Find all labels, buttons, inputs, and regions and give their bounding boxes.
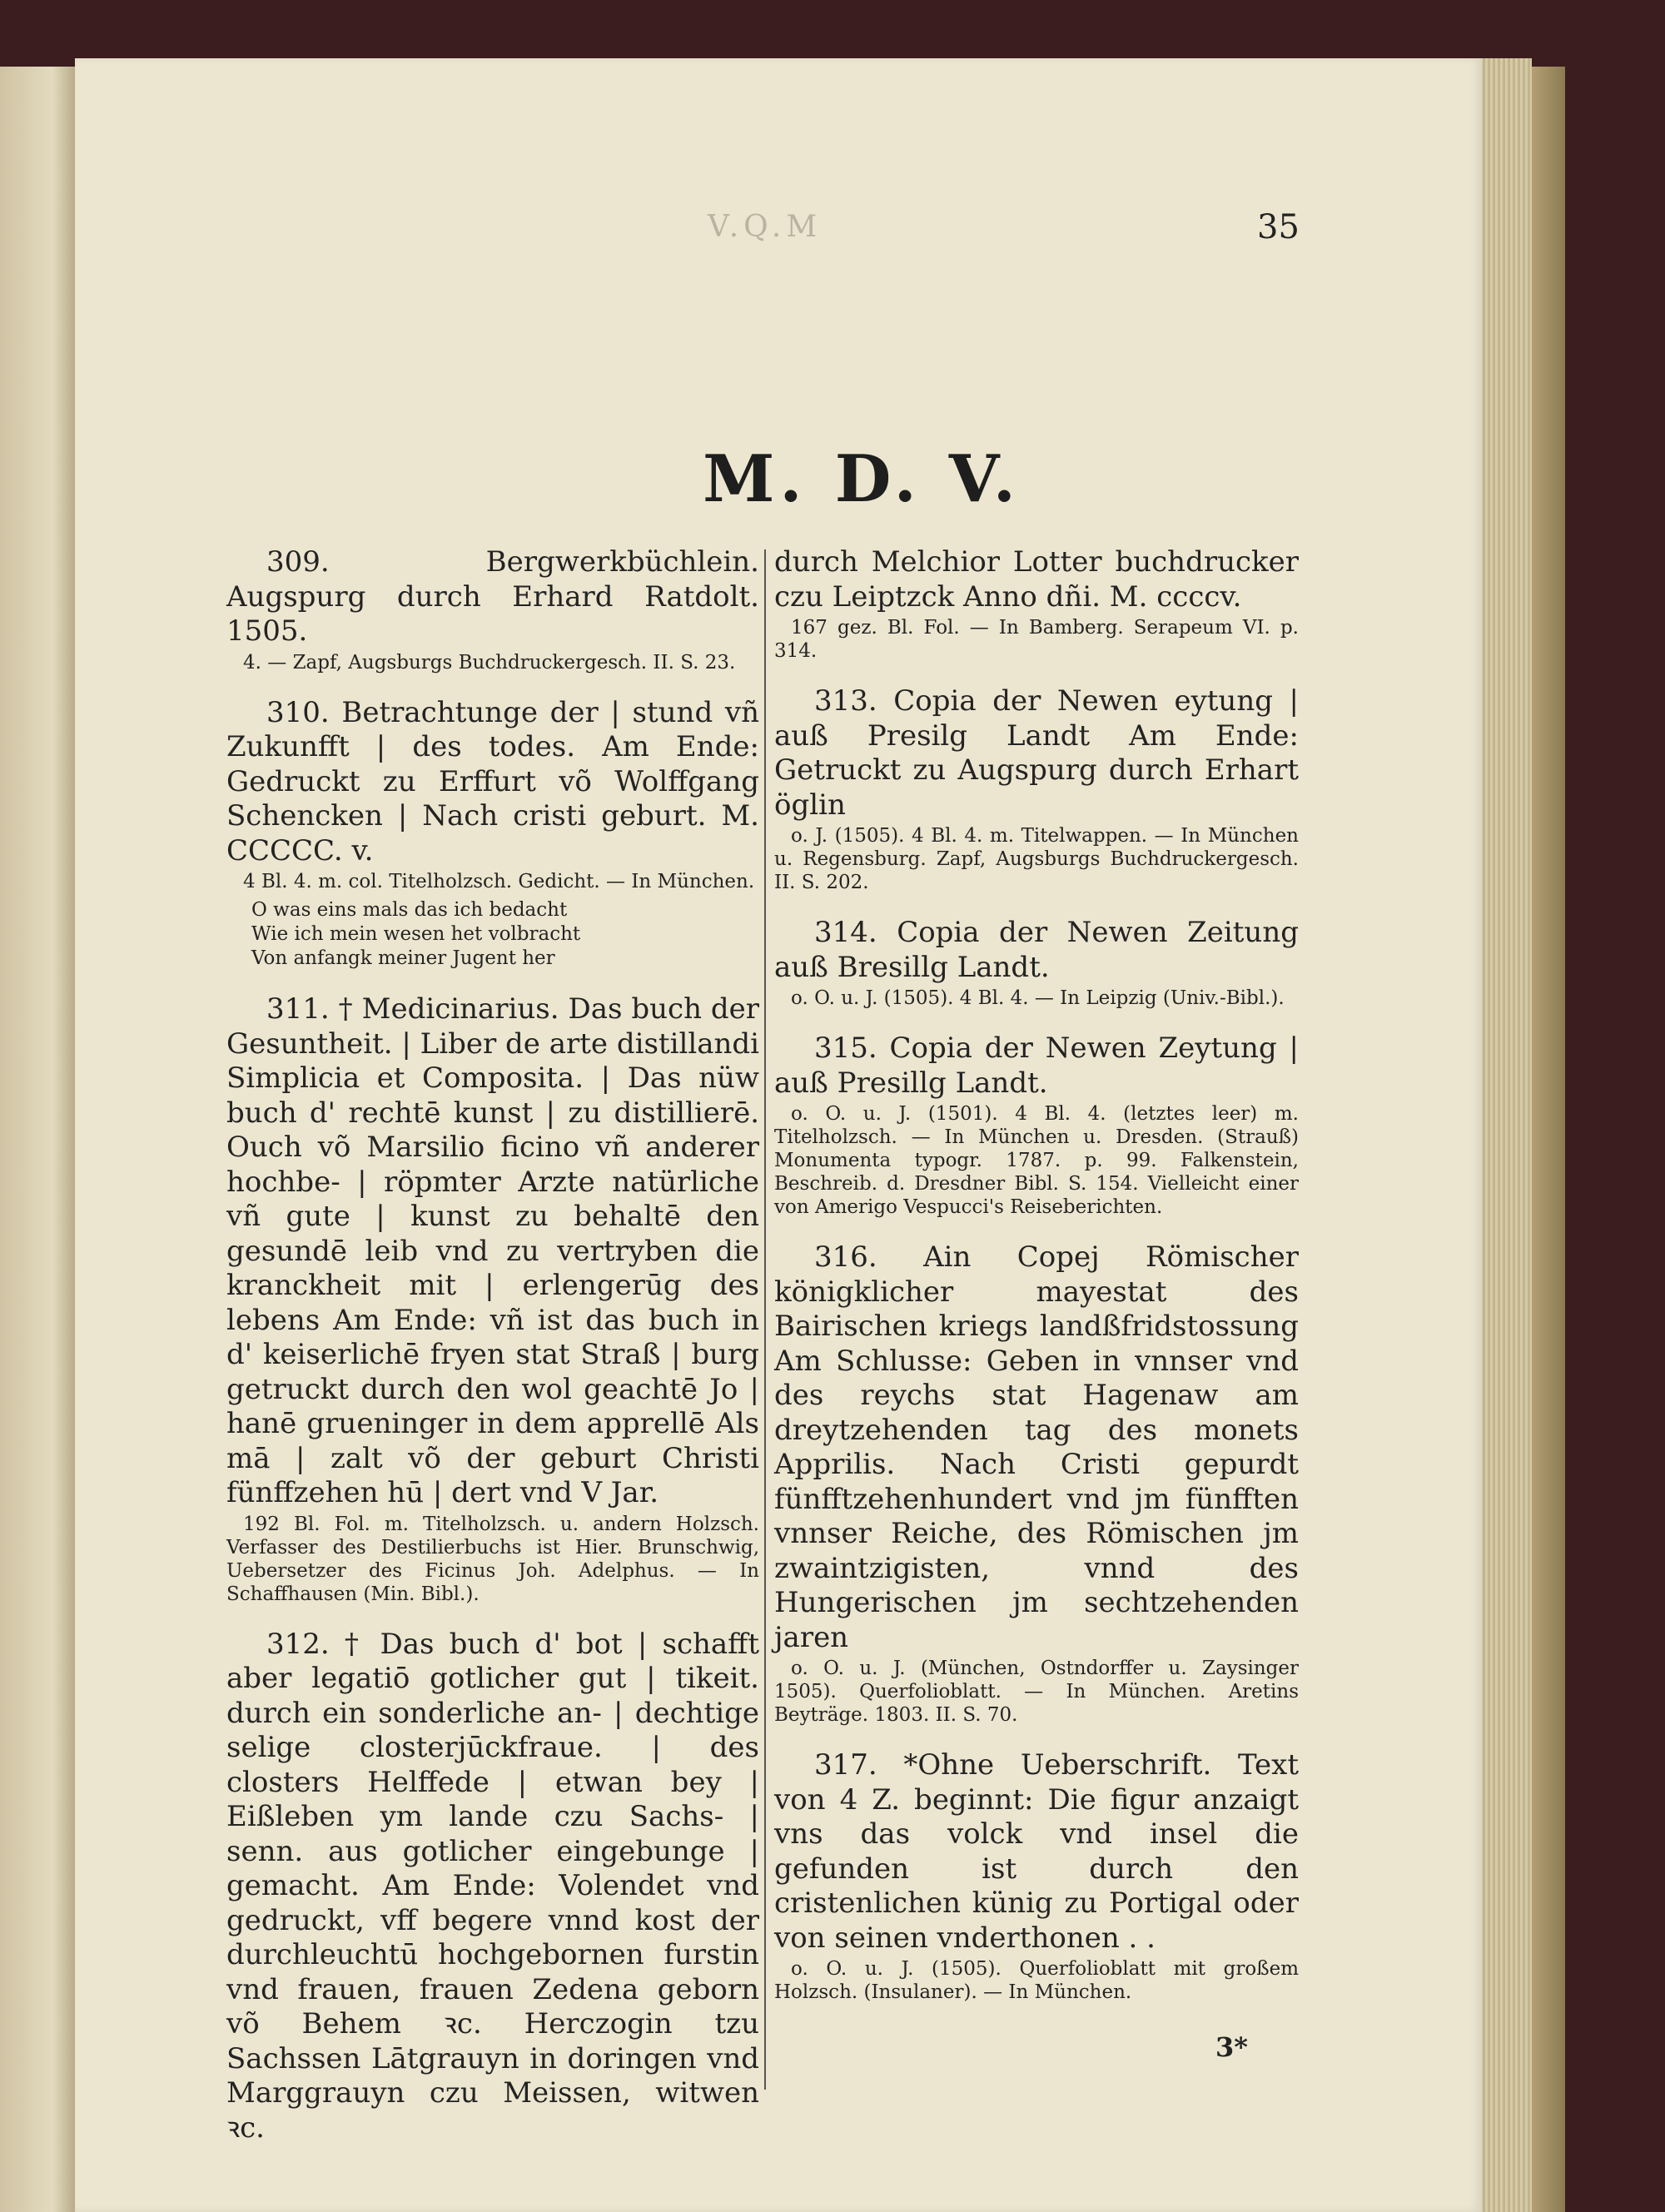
catalog-entry-312	[226, 1628, 759, 2146]
catalog-entry-317	[774, 1748, 1299, 2004]
entry-note: o. O. u. J. (München, Ostndorffer u. Zaysinger 1505). Querfolioblatt. — In München. Aretins Beyträge. 1803. II. S. 70.	[774, 1658, 1299, 1726]
bleed-through-heading: V.Q.M	[708, 210, 823, 244]
entry-title: Copia der Newen Zeytung | auß Presillg Landt.	[774, 1031, 1299, 1100]
entry-note: o. O. u. J. (1505). 4 Bl. 4. — In Leipzig (Univ.-Bibl.).	[791, 987, 1285, 1009]
entry-number: 315.	[814, 1031, 877, 1065]
entry-number: 313.	[814, 684, 877, 718]
right-column	[774, 545, 1299, 2026]
catalog-entry-313	[774, 684, 1299, 894]
entry-title: Ain Copej Römischer königklicher mayestat des Bairischen kriegs landßfridstossung Am Schlusse: Geben in vnnser vnd des reychs stat Hagenaw am dreytzehenden tag des monets Apprilis. Nach Cristi gepurdt fünfftzehenhundert vnd jm fünfften vnnser Reiche, des Römischen jm zwaintzigisten, vnnd des Hungerischen jm sechtzehenden jaren	[774, 1240, 1299, 1654]
entry-note: 192 Bl. Fol. m. Titelholzsch. u. andern Holzsch. Verfasser des Destilierbuchs ist Hier. Brunschwig, Uebersetzer des Ficinus Joh. Adelphus. — In Schaffhausen (Min. Bibl.).	[226, 1513, 759, 1605]
entry-note: o. O. u. J. (1505). Querfolioblatt mit großem Holzsch. (Insulaner). — In München.	[774, 1958, 1299, 2003]
entry-title: † Medicinarius. Das buch der Gesuntheit. | Liber de arte distillandi Simplicia et Composita. | Das nüw buch d' rechtē kunst | zu distillierē. Ouch võ Marsilio ficino vñ anderer hochbe- | röpmter Arzte natürliche vñ gute | kunst zu behaltē den gesundē leib vnd zu vertryben die kranckheit mit | erlengerūg des lebens Am Ende: vñ ist das buch in d' keiserlichē fryen stat Straß | burg getruckt durch den wol geachtē Jo | hanē grueninger in dem apprellē Als mā | zalt võ der geburt Christi fünffzehen hū | dert vnd V Jar.	[226, 992, 760, 1509]
catalog-entry-309	[226, 545, 759, 674]
entry-number: 309.	[266, 545, 330, 579]
entry-note: o. J. (1505). 4 Bl. 4. m. Titelwappen. — In München u. Regensburg. Zapf, Augsburgs Buchdruckergesch. II. S. 202.	[774, 825, 1299, 893]
entry-title: Betrachtunge der | stund vñ Zukunfft | des todes. Am Ende: Gedruckt zu Erffurt võ Wolffgang Schencken | Nach cristi geburt. M. CCCCC. v.	[226, 695, 759, 867]
catalog-entry-310	[226, 696, 759, 972]
entry-title: Bergwerkbüchlein. Augspurg durch Erhard Ratdolt. 1505.	[226, 545, 759, 648]
catalog-entry-315	[774, 1031, 1299, 1219]
entry-title: † Das buch d' bot | schafft aber legatiō gotlicher gut | tikeit. durch ein sonderliche an- | dechtige selige closterjūckfraue. | des closters Helffede | etwan bey | Eißleben ym lande czu Sachs- | senn. aus gotlicher eingebunge | gemacht. Am Ende: Volendet vnd gedruckt, vff begere vnnd kost der durchleuchtū hochgebornen furstin vnd frauen, frauen Zedena geborn võ Behem ꝛc. Herczogin tzu Sachssen Lātgrauyn in doringen vnd Marggrauyn czu Meissen, witwen ꝛc.	[226, 1627, 759, 2145]
catalog-entry-316	[774, 1240, 1299, 1727]
previous-page-edge	[0, 67, 75, 2212]
page-number: 35	[1257, 208, 1300, 246]
catalog-entry-312-continued	[774, 545, 1299, 663]
catalog-entry-311	[226, 992, 759, 1606]
entry-note: 167 gez. Bl. Fol. — In Bamberg. Serapeum VI. p. 314.	[774, 617, 1299, 662]
entry-number: 317.	[814, 1748, 877, 1782]
entry-number: 316.	[814, 1240, 877, 1274]
entry-note: 4. — Zapf, Augsburgs Buchdruckergesch. II. S. 23.	[243, 651, 736, 674]
catalog-entry-314	[774, 916, 1299, 1010]
entry-number: 312.	[266, 1627, 330, 1661]
column-divider	[764, 549, 766, 2090]
signature-mark: 3*	[1215, 2031, 1248, 2063]
entry-number: 311.	[266, 992, 330, 1026]
book-spine-edge	[1532, 67, 1565, 2212]
entry-number: 310.	[266, 695, 330, 729]
entry-verse: O was eins mals das ich bedacht Wie ich mein wesen het volbracht Von anfangk meiner Jugent her	[251, 899, 581, 969]
entry-title: *Ohne Ueberschrift. Text von 4 Z. beginnt: Die figur anzaigt vns das volck vnd insel die gefunden ist durch den cristenlichen künig zu Portigal oder von seinen vnderthonen . .	[774, 1748, 1300, 1955]
entry-note: o. O. u. J. (1501). 4 Bl. 4. (letztes leer) m. Titelholzsch. — In München u. Dresden. (Strauß) Monumenta typogr. 1787. p. 99. Falkenstein, Beschreib. d. Dresdner Bibl. S. 154. Vielleicht einer von Amerigo Vespucci's Reiseberichten.	[774, 1103, 1299, 1218]
entry-title: Copia der Newen eytung | auß Presilg Landt Am Ende: Getruckt zu Augspurg durch Erhart öglin	[774, 684, 1300, 822]
book-page	[75, 58, 1482, 2212]
entry-title: Copia der Newen Zeitung auß Bresillg Landt.	[774, 916, 1299, 984]
left-column	[226, 545, 759, 2167]
entry-note: 4 Bl. 4. m. col. Titelholzsch. Gedicht. — In München.	[243, 871, 755, 892]
year-heading: M. D. V.	[703, 441, 1021, 517]
entry-number: 314.	[814, 916, 877, 949]
entry-title: durch Melchior Lotter buchdrucker czu Leiptzck Anno dñi. M. ccccv.	[774, 545, 1299, 614]
